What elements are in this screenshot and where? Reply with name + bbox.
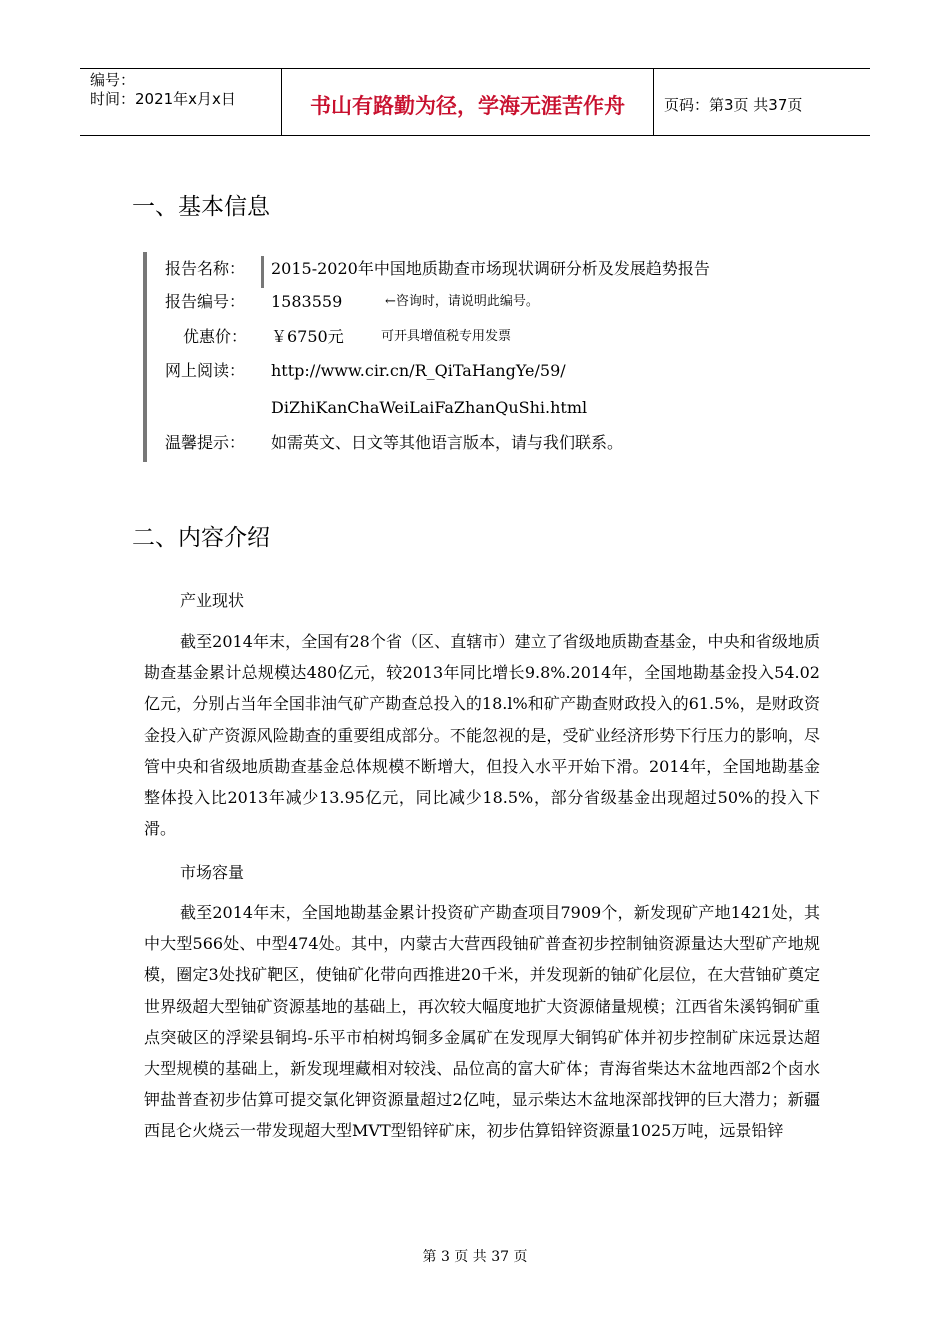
code-label: 报告编号： [165, 292, 246, 311]
section-title-content: 二、内容介绍 [132, 525, 270, 551]
price-value: ￥6750元 [271, 327, 344, 346]
price-label: 优惠价： [182, 327, 247, 346]
section-title-basic-info: 一、基本信息 [132, 194, 270, 220]
paragraph-market-capacity: 截至2014年末，全国地勘基金累计投资矿产勘查项目7909个，新发现矿产地1421处，其中大型566处、中型474处。其中，内蒙古大营西段铀矿普查初步控制铀资源量达大型矿产地规模，圈定3处找矿靶区，使铀矿化带向西推进20千米，并发现新的铀矿化层位，在大营铀矿奠定世界级超大型铀矿资源基地的基础上，再次较大幅度地扩大资源储量规模；江西省朱溪钨铜矿重点突破区的浮梁县铜坞-乐平市柏树坞铜多金属矿在发现厚大铜钨矿体并初步控制矿床远景达超大型规模的基础上，新发现埋藏相对较浅、品位高的富大矿体；青海省柴达木盆地西部2个卤水钾盐普查初步估算可提交氯化钾资源量超过2亿吨，显示柴达木盆地深部找钾的巨大潜力；新疆西昆仑火烧云一带发现超大型MVT型铅锌矿床，初步估算铅锌资源量1025万吨，远景铅锌 [144, 903, 820, 1141]
page-header [80, 68, 870, 136]
url-line-2[interactable]: DiZhiKanChaWeiLaiFaZhanQuShi.html [271, 398, 588, 417]
price-note: 可开具增值税专用发票 [381, 329, 512, 344]
tip-label: 温馨提示： [165, 433, 246, 452]
header-meta [80, 69, 282, 135]
code-note: ←咨询时，请说明此编号。 [385, 294, 539, 309]
info-box [143, 252, 747, 462]
page-footer: 第 3 页 共 37 页 [422, 1249, 528, 1265]
paragraph-industry-status: 截至2014年末，全国有28个省（区、直辖市）建立了省级地质勘查基金，中央和省级地质勘查基金累计总规模达480亿元，较2013年同比增长9.8%.2014年，全国地勘基金投入54.02亿元，分别占当年全国非油气矿产勘查总投入的18.l%和矿产勘查财政投入的61.5%，是财政资金投入矿产资源风险勘查的重要组成部分。不能忽视的是，受矿业经济形势下行压力的影响，尽管中央和省级地质勘查基金总体规模不断增大，但投入水平开始下滑。2014年，全国地勘基金整体投入比2013年减少13.95亿元，同比减少18.5%，部分省级基金出现超过50%的投入下滑。 [144, 632, 820, 839]
name-label: 报告名称： [165, 259, 246, 278]
header-number: 编号： [90, 71, 136, 89]
info-divider [261, 256, 264, 288]
tip-value: 如需英文、日文等其他语言版本，请与我们联系。 [271, 433, 624, 452]
url-line-1[interactable]: http://www.cir.cn/R_QiTaHangYe/59/ [271, 361, 566, 380]
header-time: 时间：2021年x月x日 [90, 90, 236, 108]
subheading-industry-status: 产业现状 [180, 591, 245, 610]
url-label: 网上阅读： [165, 361, 246, 380]
subheading-market-capacity: 市场容量 [180, 863, 245, 882]
code-value: 1583559 [271, 292, 343, 311]
header-page-number: 页码：第3页 共37页 [664, 95, 803, 114]
header-motto: 书山有路勤为径，学海无涯苦作舟 [282, 69, 654, 135]
name-value: 2015-2020年中国地质勘查市场现状调研分析及发展趋势报告 [271, 259, 710, 278]
